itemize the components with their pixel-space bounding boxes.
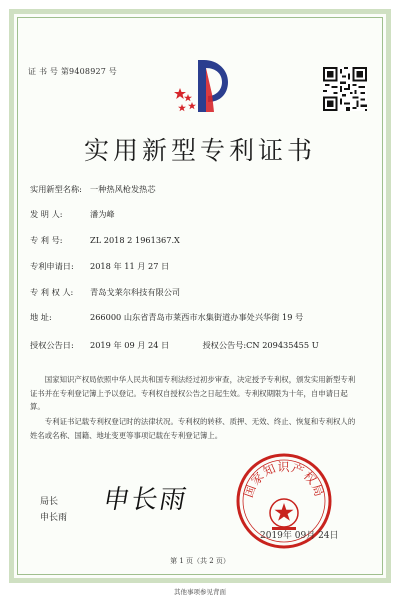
field-label: 授权公告日: [30,340,74,350]
legal-status-paragraph: 专利证书记载专利权登记时的法律状况。专利权的转移、质押、无效、终止、恢复和专利权人的姓名或名称、国籍、地址变更等事项记载在专利登记簿上。 [30,417,356,440]
svg-text:国家知识产权局: 国家知识产权局 [241,460,327,500]
grant-paragraph: 国家知识产权局依照中华人民共和国专利法经过初步审查，决定授予专利权，颁发实用新型专利证书并在专利登记簿上予以登记。专利权自授权公告之日起生效。专利权期限为十年，自申请日起算。 [30,375,356,411]
page-number: 第 1 页（共 2 页） [170,557,230,565]
field-utility-model-name [30,184,156,195]
director-name: 申长雨 [40,513,68,523]
field-value: 2019 年 09 月 24 日 [90,340,170,350]
field-label: 实用新型名称: [30,184,82,194]
qr-code-icon [323,67,367,111]
field-patentee [30,287,180,298]
certificate-number: 证 书 号 第9408927 号 [28,67,118,76]
document-title: 实用新型专利证书 [83,136,316,165]
field-value: 潘为峰 [90,209,115,219]
field-value: 2018 年 11 月 27 日 [90,261,170,271]
signature-labels [40,494,67,526]
field-address [30,312,303,323]
field-label: 地 址: [30,312,52,322]
field-value: 266000 山东省青岛市莱西市水集街道办事处兴华街 19 号 [90,312,304,322]
field-label: 专 利 号: [30,235,63,245]
field-value: 青岛戈莱尔科技有限公司 [90,287,181,297]
field-inventor [30,209,115,220]
field-value: 一种热风枪发热芯 [90,184,156,194]
field-label: 授权公告号: [202,340,247,350]
field-label: 专利申请日: [30,261,74,271]
field-value: CN 209435455 U [246,340,319,350]
handwritten-signature: 申长雨 [100,485,191,515]
field-application-date [30,261,169,272]
cnipa-logo-icon [168,54,232,118]
issue-date: 2019年 09月 24日 [260,531,339,541]
field-patent-number [30,235,180,246]
director-title: 局长 [40,497,59,507]
field-grant-announcement [30,340,319,351]
field-value: ZL 2018 2 1961367.X [90,235,180,245]
field-label: 发 明 人: [30,209,63,219]
footer-note: 其他事项参见背面 [174,588,226,596]
field-label: 专 利 权 人: [30,287,74,297]
